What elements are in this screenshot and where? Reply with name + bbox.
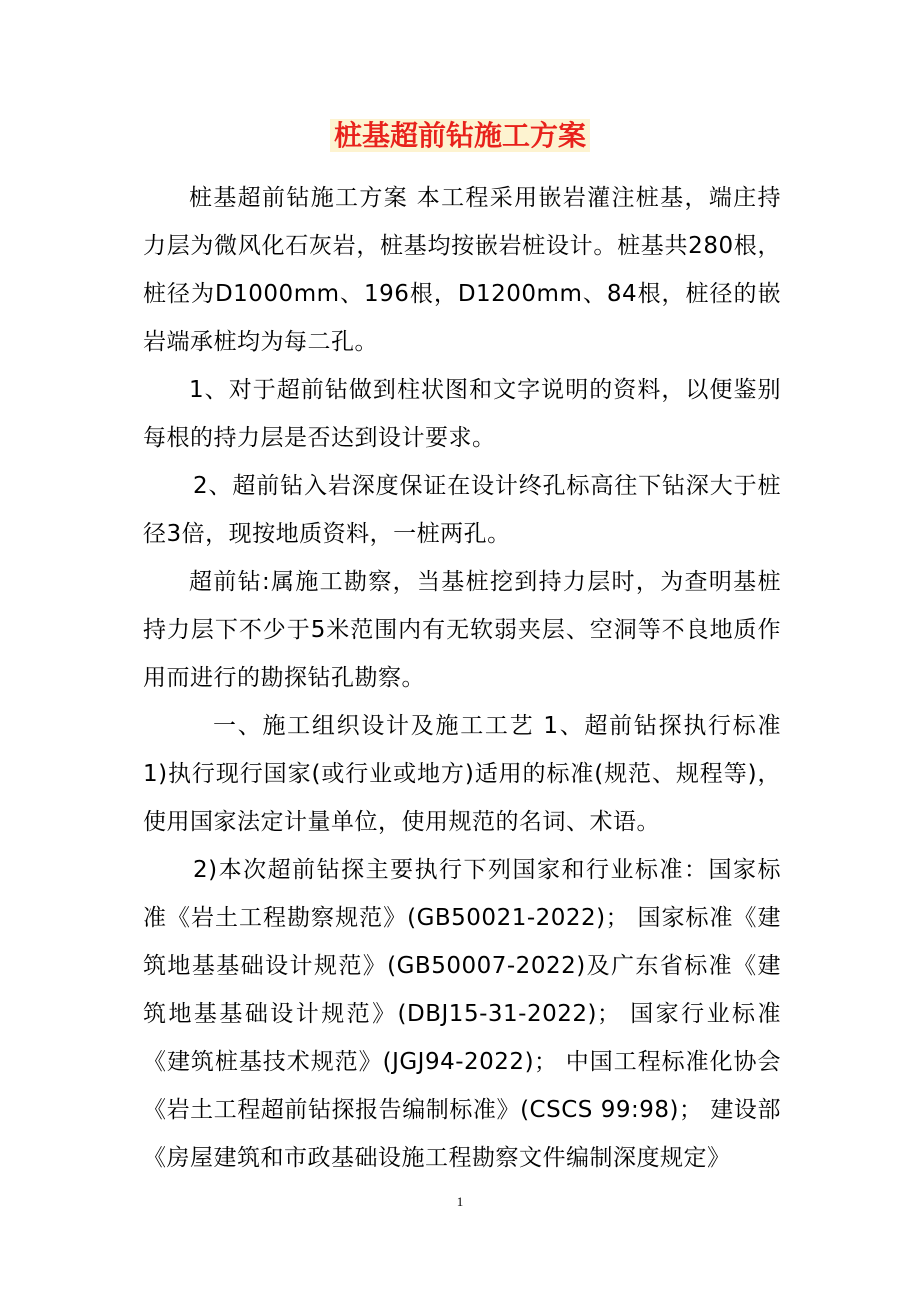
- paragraph-item-1: 1、对于超前钻做到柱状图和文字说明的资料，以便鉴别每根的持力层是否达到设计要求。: [143, 377, 781, 451]
- document-title: [0, 116, 920, 156]
- paragraph-standards: 2)本次超前钻探主要执行下列国家和行业标准：国家标准《岩土工程勘察规范》(GB50021-2022)； 国家标准《建筑地基基础设计规范》(GB50007-2022)及广东省标准《建筑地基基础设计规范》(DBJ15-31-2022)； 国家行业标准《建筑桩基技术规范》(JGJ94-2022)； 中国工程标准化协会《岩土工程超前钻探报告编制标准》(CSCS 99:98)； 建设部《房屋建筑和市政基础设施工程勘察文件编制深度规定》: [143, 857, 781, 1171]
- paragraph-section-1: 一、施工组织设计及施工工艺 1、超前钻探执行标准 1)执行现行国家(或行业或地方)适用的标准(规范、规程等)，使用国家法定计量单位，使用规范的名词、术语。: [143, 713, 781, 835]
- paragraph-intro: 桩基超前钻施工方案 本工程采用嵌岩灌注桩基，端庄持力层为微风化石灰岩，桩基均按嵌岩桩设计。桩基共280根，桩径为D1000mm、196根，D1200mm、84根，桩径的嵌岩端承桩均为每二孔。: [143, 185, 781, 355]
- document-title-text: 桩基超前钻施工方案: [330, 119, 590, 152]
- paragraph-item-2: 2、超前钻入岩深度保证在设计终孔标高往下钻深大于桩径3倍，现按地质资料，一桩两孔。: [143, 473, 781, 547]
- page-number: 1: [456, 1194, 464, 1209]
- paragraph-definition: 超前钻:属施工勘察，当基桩挖到持力层时，为查明基桩持力层下不少于5米范围内有无软弱夹层、空洞等不良地质作用而进行的勘探钻孔勘察。: [143, 569, 781, 691]
- document-body: [143, 174, 781, 1182]
